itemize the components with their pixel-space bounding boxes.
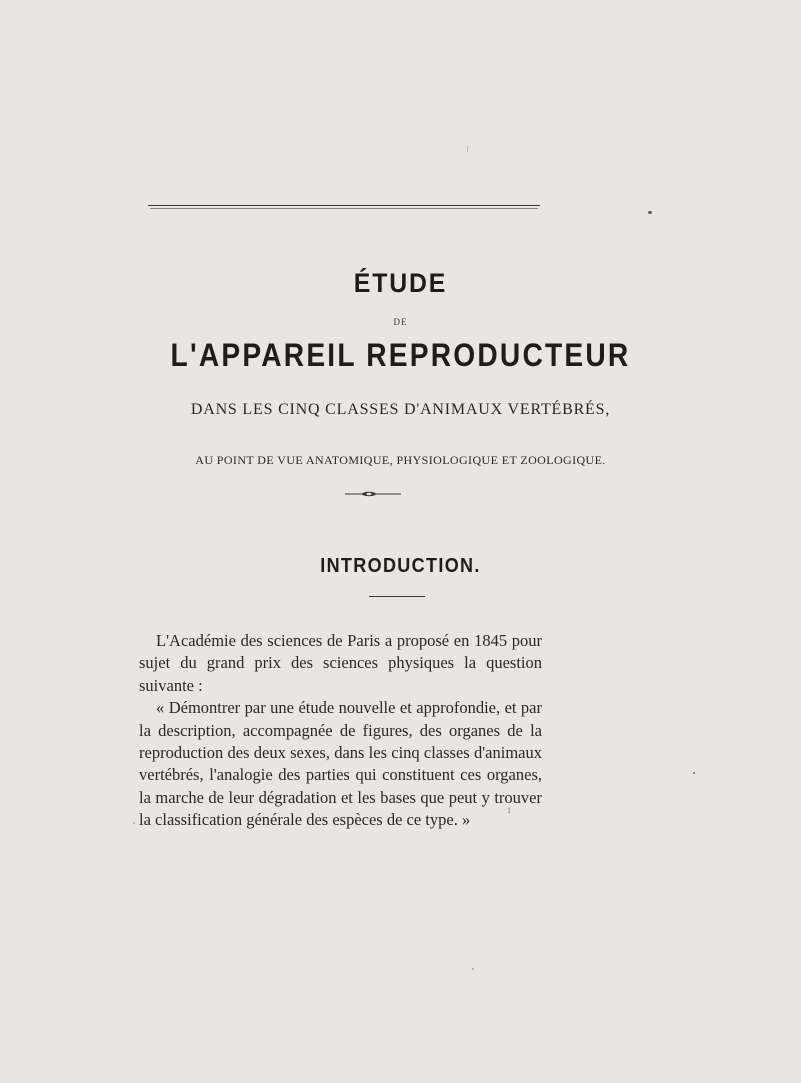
paragraph: L'Académie des sciences de Paris a proposé en 1845 pour sujet du grand prix des sciences physiques la question suivante : [139,631,542,695]
signature-mark: 1 [507,806,511,815]
title-connector: DE [393,317,408,327]
subtitle-classes: DANS LES CINQ CLASSES D'ANIMAUX VERTÉBRÉS, [190,401,611,418]
ink-speck [648,211,652,214]
top-double-rule-thin [150,208,538,209]
ink-speck [467,146,468,152]
body-text [139,630,542,832]
ornament-divider-icon [343,490,403,498]
ink-speck [472,968,474,970]
title-etude: ÉTUDE [353,268,448,298]
section-heading: INTRODUCTION. [320,555,481,577]
main-title: L'APPAREIL REPRODUCTEUR [170,337,631,373]
heading-rule [369,596,425,597]
ink-speck [693,772,695,774]
ink-speck [133,822,135,824]
paragraph: « Démontrer par une étude nouvelle et approfondie, et par la description, accompagnée de figures, des organes de la reproduction des deux sexes, dans les cinq classes d'animaux vertébrés, l'analogie des parties qui constituent ces organes, la marche de leur dégradation et les bases que peut y trouver la classification générale des espèces de ce type. » [139,698,542,830]
subtitle-viewpoint: AU POINT DE VUE ANATOMIQUE, PHYSIOLOGIQUE ET ZOOLOGIQUE. [195,453,606,467]
top-double-rule [148,205,540,206]
